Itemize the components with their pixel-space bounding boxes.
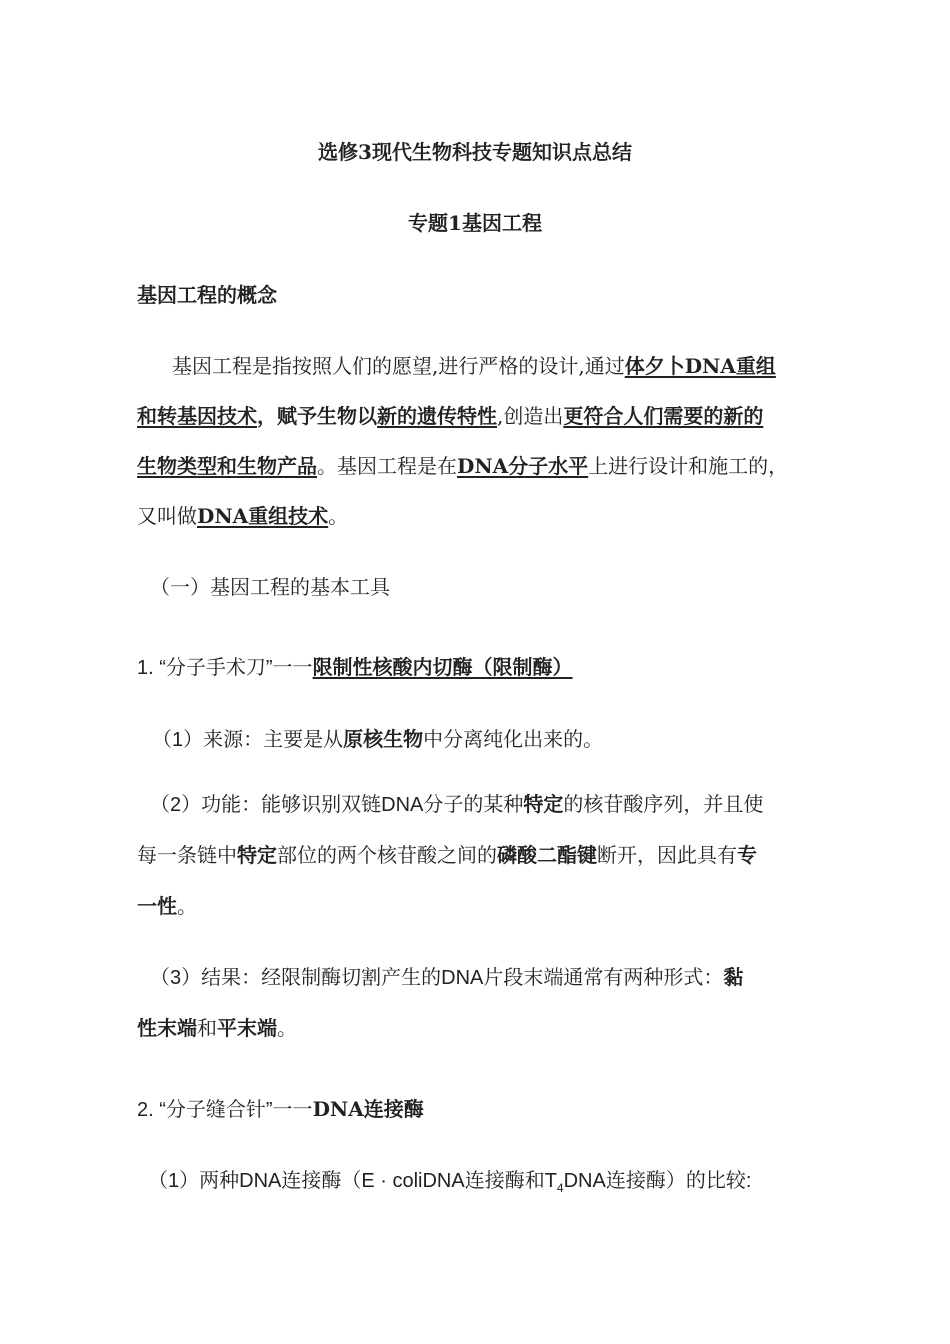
intro-line-1: 基因工程是指按照人们的愿望,进行严格的设计,通过体夕卜DNA重组 (172, 354, 776, 378)
tool-1-heading: 1. “分子手术刀”一一限制性核酸内切酶（限制酶） (137, 655, 573, 679)
enzyme-result-line-2: 性末端和平末端。 (137, 1018, 297, 1040)
topic-title: 专题1基因工程 (408, 211, 542, 235)
document-title: 选修3现代生物科技专题知识点总结 (318, 140, 632, 164)
intro-line-2: 和转基因技术，赋予生物以新的遗传特性,创造出更符合人们需要的新的 (137, 404, 764, 428)
enzyme-function-line-2: 每一条链中特定部位的两个核苷酸之间的磷酸二酯键断开，因此具有专 (137, 845, 757, 867)
intro-line-4: 又叫做DNA重组技术。 (137, 504, 349, 528)
ligase-comparison: （1）两种DNA连接酶（E · coliDNA连接酶和$T_4DNA$连接酶）的比较: (148, 1170, 752, 1195)
enzyme-function-line-1: （2）功能：能够识别双链DNA分子的某种特定的核苷酸序列，并且使 (150, 794, 764, 816)
section-heading: 基因工程的概念 (137, 283, 277, 307)
enzyme-source: （1）来源：主要是从原核生物中分离纯化出来的。 (152, 727, 604, 751)
enzyme-result-line-1: （3）结果：经限制酶切割产生的DNA片段末端通常有两种形式：黏 (150, 967, 744, 989)
enzyme-function-line-3: 一性。 (137, 896, 197, 918)
tools-section-heading: （一）基因工程的基本工具 (150, 575, 390, 599)
intro-line-3: 生物类型和生物产品。基因工程是在DNA分子水平上进行设计和施工的， (137, 454, 789, 478)
tool-2-heading: 2. “分子缝合针”一一DNA连接酶 (137, 1097, 424, 1121)
